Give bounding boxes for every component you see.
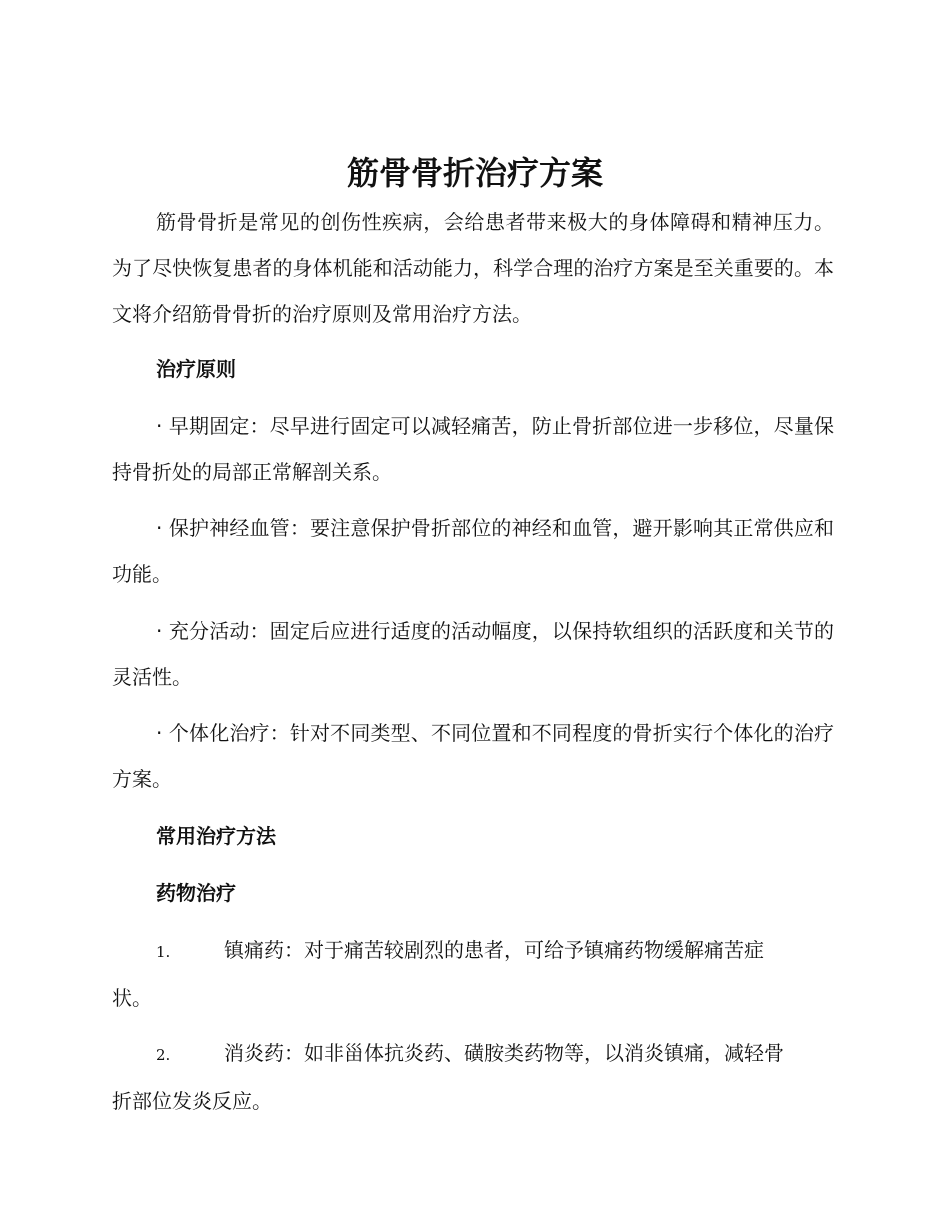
list-number: 2. (156, 1046, 171, 1064)
list-text: 镇痛药：对于痛苦较剧烈的患者，可给予镇痛药物缓解痛苦症 (224, 938, 764, 962)
intro-paragraph: 筋骨骨折是常见的创伤性疾病，会给患者带来极大的身体障碍和精神压力。为了尽快恢复患者的身体机能和活动能力，科学合理的治疗方案是至关重要的。本文将介绍筋骨骨折的治疗原则及常用治疗方法。 (112, 210, 834, 326)
principle-item-early-fixation: · 早期固定：尽早进行固定可以减轻痛苦，防止骨折部位进一步移位，尽量保持骨折处的局部正常解剖关系。 (112, 414, 834, 484)
method-item-anti-inflammatory (112, 1030, 834, 1124)
document-title: 筋骨骨折治疗方案 (346, 154, 603, 192)
method-item-analgesics (112, 927, 834, 1021)
list-text-continuation: 状。 (112, 986, 152, 1010)
principle-item-adequate-activity: · 充分活动：固定后应进行适度的活动幅度，以保持软组织的活跃度和关节的灵活性。 (112, 619, 834, 689)
principle-item-individualized: · 个体化治疗：针对不同类型、不同位置和不同程度的骨折实行个体化的治疗方案。 (112, 721, 834, 791)
principle-item-protect-nerves: · 保护神经血管：要注意保护骨折部位的神经和血管，避开影响其正常供应和功能。 (112, 516, 834, 586)
heading-drug-therapy: 药物治疗 (156, 881, 236, 905)
list-text: 消炎药：如非甾体抗炎药、磺胺类药物等，以消炎镇痛，减轻骨 (224, 1041, 784, 1065)
list-number: 1. (156, 943, 171, 961)
heading-principles: 治疗原则 (156, 357, 236, 381)
list-text-continuation: 折部位发炎反应。 (112, 1089, 272, 1113)
heading-methods: 常用治疗方法 (156, 824, 276, 848)
